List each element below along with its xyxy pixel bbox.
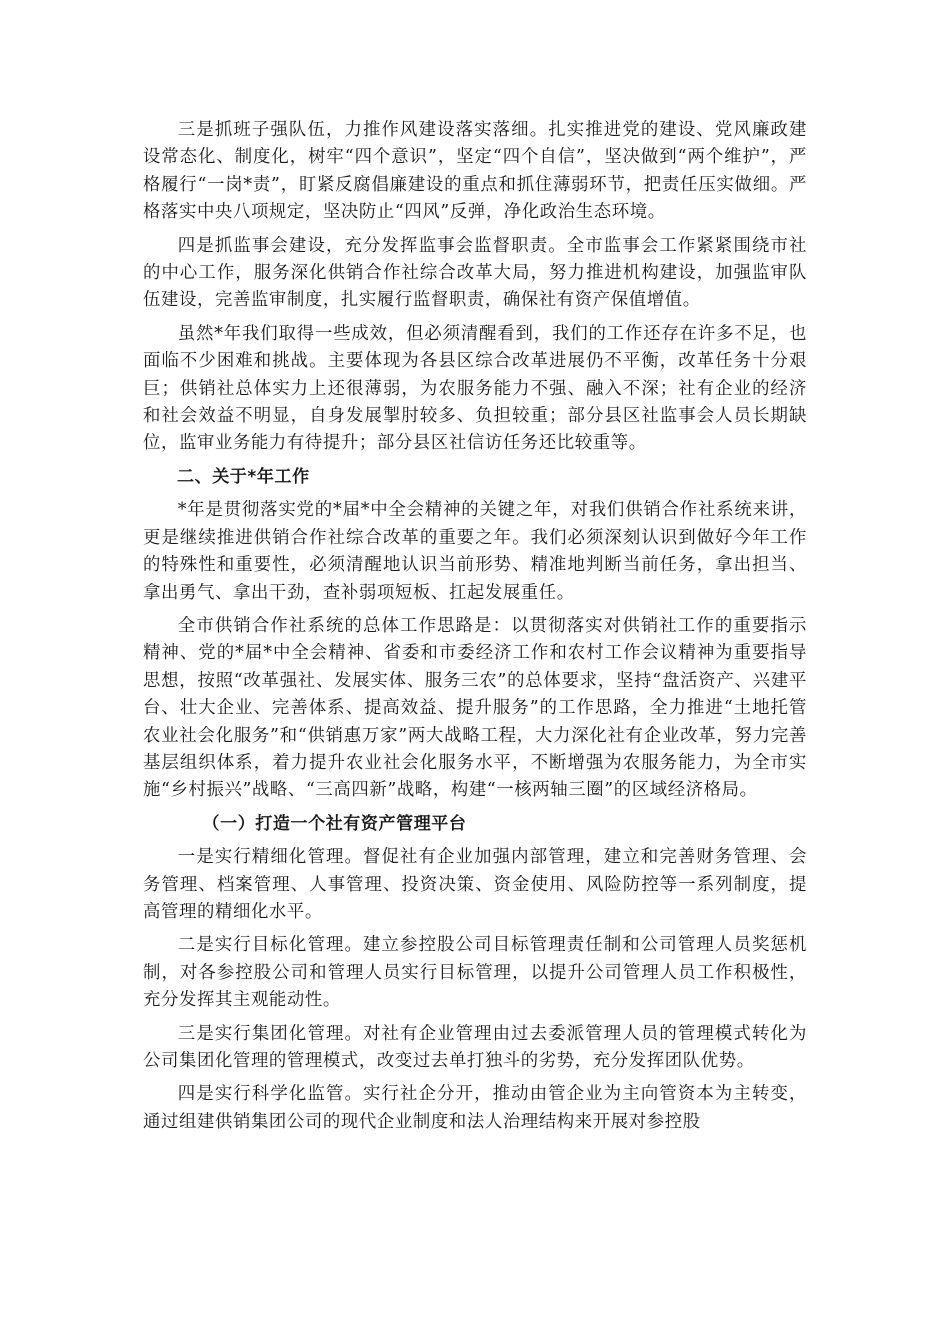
paragraph: 虽然*年我们取得一些成效，但必须清醒看到，我们的工作还存在许多不足，也面临不少困难和挑战。主要体现为各县区综合改革进展仍不平衡，改革任务十分艰巨；供销社总体实力上还很薄弱，为农服务能力不强、融入不深；社有企业的经济和社会效益不明显，自身发展掣肘较多、负担较重；部分县区社监事会人员长期缺位，监审业务能力有待提升；部分县区社信访任务还比较重等。 <box>143 323 807 454</box>
paragraph: 四是实行科学化监管。实行社企分开，推动由管企业为主向管资本为主转变，通过组建供销集团公司的现代企业制度和法人治理结构来开展对参控股 <box>143 1084 807 1132</box>
paragraph: 四是抓监事会建设，充分发挥监事会监督职责。全市监事会工作紧紧围绕市社的中心工作，服务深化供销合作社综合改革大局，努力推进机构建设，加强监审队伍建设，完善监审制度，扎实履行监督职责，确保社有资产保值增值。 <box>143 235 807 311</box>
paragraph: *年是贯彻落实党的*届*中全会精神的关键之年，对我们供销合作社系统来讲，更是继续推进供销合作社综合改革的重要之年。我们必须深刻认识到做好今年工作的特殊性和重要性，必须清醒地认识当前形势、精准地判断当前任务，拿出担当、拿出勇气、拿出干劲，查补弱项短板、扛起发展重任。 <box>143 500 807 603</box>
paragraph: 二是实行目标化管理。建立参控股公司目标管理责任制和公司管理人员奖惩机制，对各参控股公司和管理人员实行目标管理，以提升公司管理人员工作积极性，充分发挥其主观能动性。 <box>143 935 807 1011</box>
section-heading: 二、关于*年工作 <box>177 466 310 487</box>
paragraph: 三是抓班子强队伍，力推作风建设落实落细。扎实推进党的建设、党风廉政建设常态化、制度化，树牢“四个意识”，坚定“四个自信”，坚决做到“两个维护”，严格履行“一岗*责”，盯紧反腐倡廉建设的重点和抓住薄弱环节，把责任压实做细。严格落实中央八项规定，坚决防止“四风”反弹，净化政治生态环境。 <box>143 120 807 223</box>
document-page <box>143 117 807 1142</box>
subsection-heading: （一）打造一个社有资产管理平台 <box>202 813 467 834</box>
paragraph: 一是实行精细化管理。督促社有企业加强内部管理，建立和完善财务管理、会务管理、档案管理、人事管理、投资决策、资金使用、风险防控等一系列制度，提高管理的精细化水平。 <box>143 847 807 922</box>
paragraph: 全市供销合作社系统的总体工作思路是：以贯彻落实对供销社工作的重要指示精神、党的*届*中全会精神、省委和市委经济工作和农村工作会议精神为重要指导思想，按照“改革强社、发展实体、服务三农”的总体要求，坚持“盘活资产、兴建平台、壮大企业、完善体系、提高效益、提升服务”的工作思路，全力推进“土地托管农业社会化服务”和“供销惠万家”两大战略工程，大力深化社有企业改革，努力完善基层组织体系，着力提升农业社会化服务水平，不断增强为农服务能力，为全市实施“乡村振兴”战略、“三高四新”战略，构建“一核两轴三圈”的区域经济格局。 <box>143 615 807 801</box>
paragraph: 三是实行集团化管理。对社有企业管理由过去委派管理人员的管理模式转化为公司集团化管理的管理模式，改变过去单打独斗的劣势，充分发挥团队优势。 <box>143 1023 807 1071</box>
